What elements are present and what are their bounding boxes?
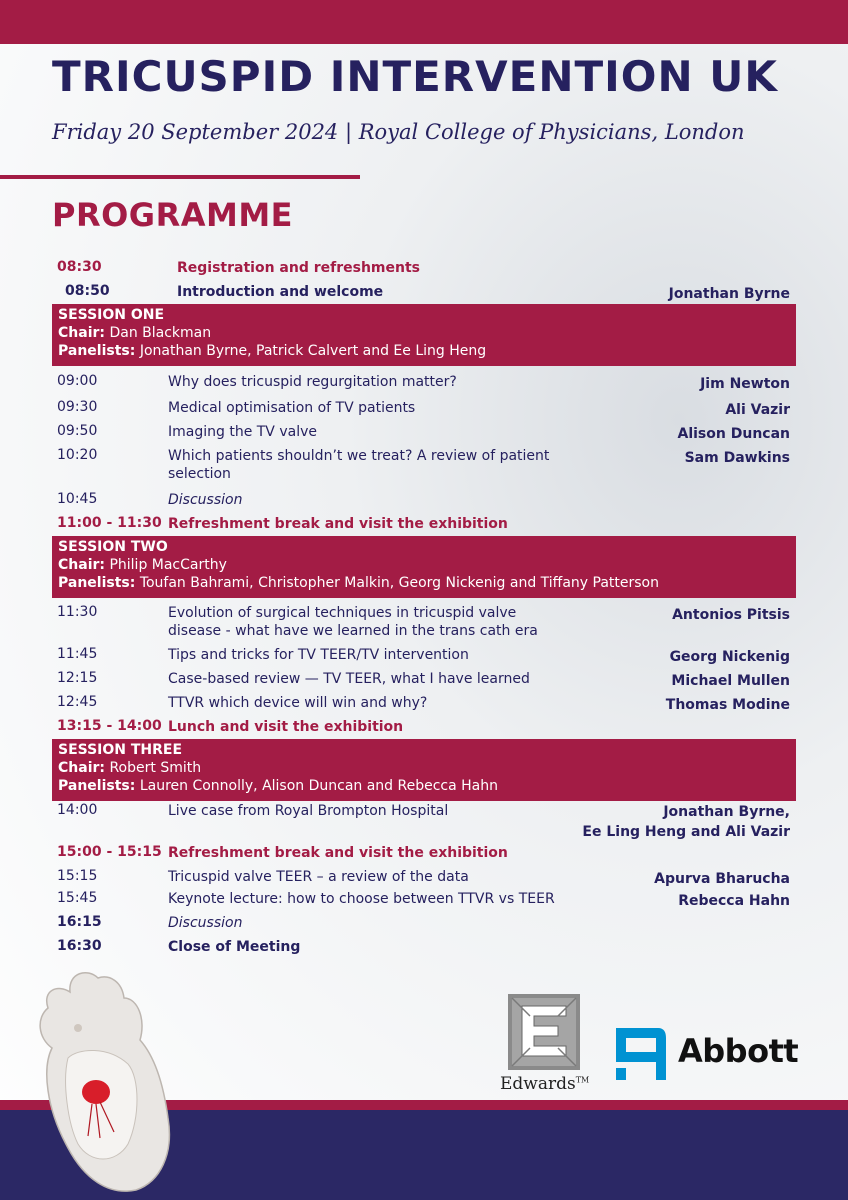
agenda-time: 15:45 xyxy=(57,890,98,906)
agenda-title: Tips and tricks for TV TEER/TV intervention xyxy=(168,647,469,663)
session-two-header xyxy=(52,536,796,598)
agenda-title: Introduction and welcome xyxy=(177,284,384,300)
speaker-line: Ee Ling Heng and Ali Vazir xyxy=(582,824,790,840)
panelists-names: Lauren Connolly, Alison Duncan and Rebecca Hahn xyxy=(139,778,499,794)
agenda-title: Medical optimisation of TV patients xyxy=(168,400,416,416)
agenda-title: Lunch and visit the exhibition xyxy=(168,719,404,735)
abbott-logo-icon xyxy=(612,1024,670,1084)
agenda-title: Why does tricuspid regurgitation matter? xyxy=(168,374,457,390)
chair-name: Robert Smith xyxy=(109,760,202,776)
event-subtitle: Friday 20 September 2024 | Royal College of Physicians, London xyxy=(52,120,745,144)
speaker-line: Jonathan Byrne, xyxy=(663,804,790,820)
agenda-time: 11:00 - 11:30 xyxy=(57,515,162,531)
chair-name: Philip MacCarthy xyxy=(109,557,227,573)
agenda-title: Discussion xyxy=(168,492,243,508)
edwards-tm: TM xyxy=(575,1075,590,1085)
session-title: SESSION TWO xyxy=(58,539,168,555)
session-title: SESSION THREE xyxy=(58,742,183,758)
agenda-title: Case-based review — TV TEER, what I have learned xyxy=(168,671,530,687)
chair-label: Chair: xyxy=(58,760,105,776)
agenda-time: 08:50 xyxy=(65,283,110,299)
agenda-time: 08:30 xyxy=(57,259,102,275)
agenda-time: 09:50 xyxy=(57,423,98,439)
agenda-title: Keynote lecture: how to choose between TTVR vs TEER xyxy=(168,891,555,907)
edwards-name: Edwards xyxy=(500,1074,576,1094)
agenda-speaker: Ali Vazir xyxy=(725,402,790,418)
agenda-speaker: Sam Dawkins xyxy=(684,450,790,466)
agenda-speaker: Jim Newton xyxy=(700,376,790,392)
agenda-time: 11:30 xyxy=(57,604,98,620)
agenda-title: Live case from Royal Brompton Hospital xyxy=(168,803,449,819)
agenda-title: Refreshment break and visit the exhibition xyxy=(168,516,508,532)
agenda-time: 13:15 - 14:00 xyxy=(57,718,162,734)
agenda-title: Refreshment break and visit the exhibition xyxy=(168,845,508,861)
panelists-label: Panelists: xyxy=(58,778,136,794)
agenda-title: Tricuspid valve TEER – a review of the data xyxy=(168,869,469,885)
panelists-label: Panelists: xyxy=(58,575,136,591)
agenda-speaker: Antonios Pitsis xyxy=(672,607,790,623)
agenda-speaker: Alison Duncan xyxy=(677,426,790,442)
agenda-time: 15:00 - 15:15 xyxy=(57,844,162,860)
agenda-time: 10:45 xyxy=(57,491,98,507)
session-one-header xyxy=(52,304,796,366)
abbott-wordmark: Abbott xyxy=(678,1032,799,1070)
agenda-time: 12:15 xyxy=(57,670,98,686)
programme-heading: PROGRAMME xyxy=(52,196,294,234)
event-title: TRICUSPID INTERVENTION UK xyxy=(52,52,778,101)
agenda-time: 10:20 xyxy=(57,447,98,463)
agenda-title: Registration and refreshments xyxy=(177,260,420,276)
top-banner xyxy=(0,0,848,44)
agenda-title: Imaging the TV valve xyxy=(168,424,317,440)
chair-label: Chair: xyxy=(58,557,105,573)
title-divider xyxy=(0,175,360,179)
panelists-names: Toufan Bahrami, Christopher Malkin, Georg Nickenig and Tiffany Patterson xyxy=(139,575,659,591)
agenda-time: 11:45 xyxy=(57,646,98,662)
edwards-wordmark xyxy=(500,1074,589,1094)
agenda-time: 12:45 xyxy=(57,694,98,710)
agenda-time: 15:15 xyxy=(57,868,98,884)
agenda-speaker: Michael Mullen xyxy=(671,673,790,689)
chair-name: Dan Blackman xyxy=(109,325,212,341)
heart-illustration xyxy=(28,968,178,1200)
agenda-speaker: Jonathan Byrne xyxy=(668,286,790,302)
agenda-title: Which patients shouldn’t we treat? A review of patient selection xyxy=(168,448,550,482)
chair-label: Chair: xyxy=(58,325,105,341)
panelists-names: Jonathan Byrne, Patrick Calvert and Ee Ling Heng xyxy=(139,343,487,359)
agenda-title: Evolution of surgical techniques in tricuspid valve disease - what have we learned in the trans cath era xyxy=(168,605,538,639)
agenda-title: Discussion xyxy=(168,915,243,931)
agenda-time: 16:30 xyxy=(57,938,102,954)
panelists-label: Panelists: xyxy=(58,343,136,359)
agenda-speaker: Apurva Bharucha xyxy=(654,871,790,887)
agenda-time: 09:30 xyxy=(57,399,98,415)
agenda-time: 14:00 xyxy=(57,802,98,818)
session-three-header xyxy=(52,739,796,801)
agenda-time: 09:00 xyxy=(57,373,98,389)
agenda-speaker xyxy=(582,802,790,842)
session-title: SESSION ONE xyxy=(58,307,165,323)
agenda-title: Close of Meeting xyxy=(168,939,301,955)
agenda-title: TTVR which device will win and why? xyxy=(168,695,428,711)
agenda-time: 16:15 xyxy=(57,914,102,930)
agenda-speaker: Thomas Modine xyxy=(665,697,790,713)
agenda-speaker: Rebecca Hahn xyxy=(678,893,790,909)
agenda-speaker: Georg Nickenig xyxy=(669,649,790,665)
